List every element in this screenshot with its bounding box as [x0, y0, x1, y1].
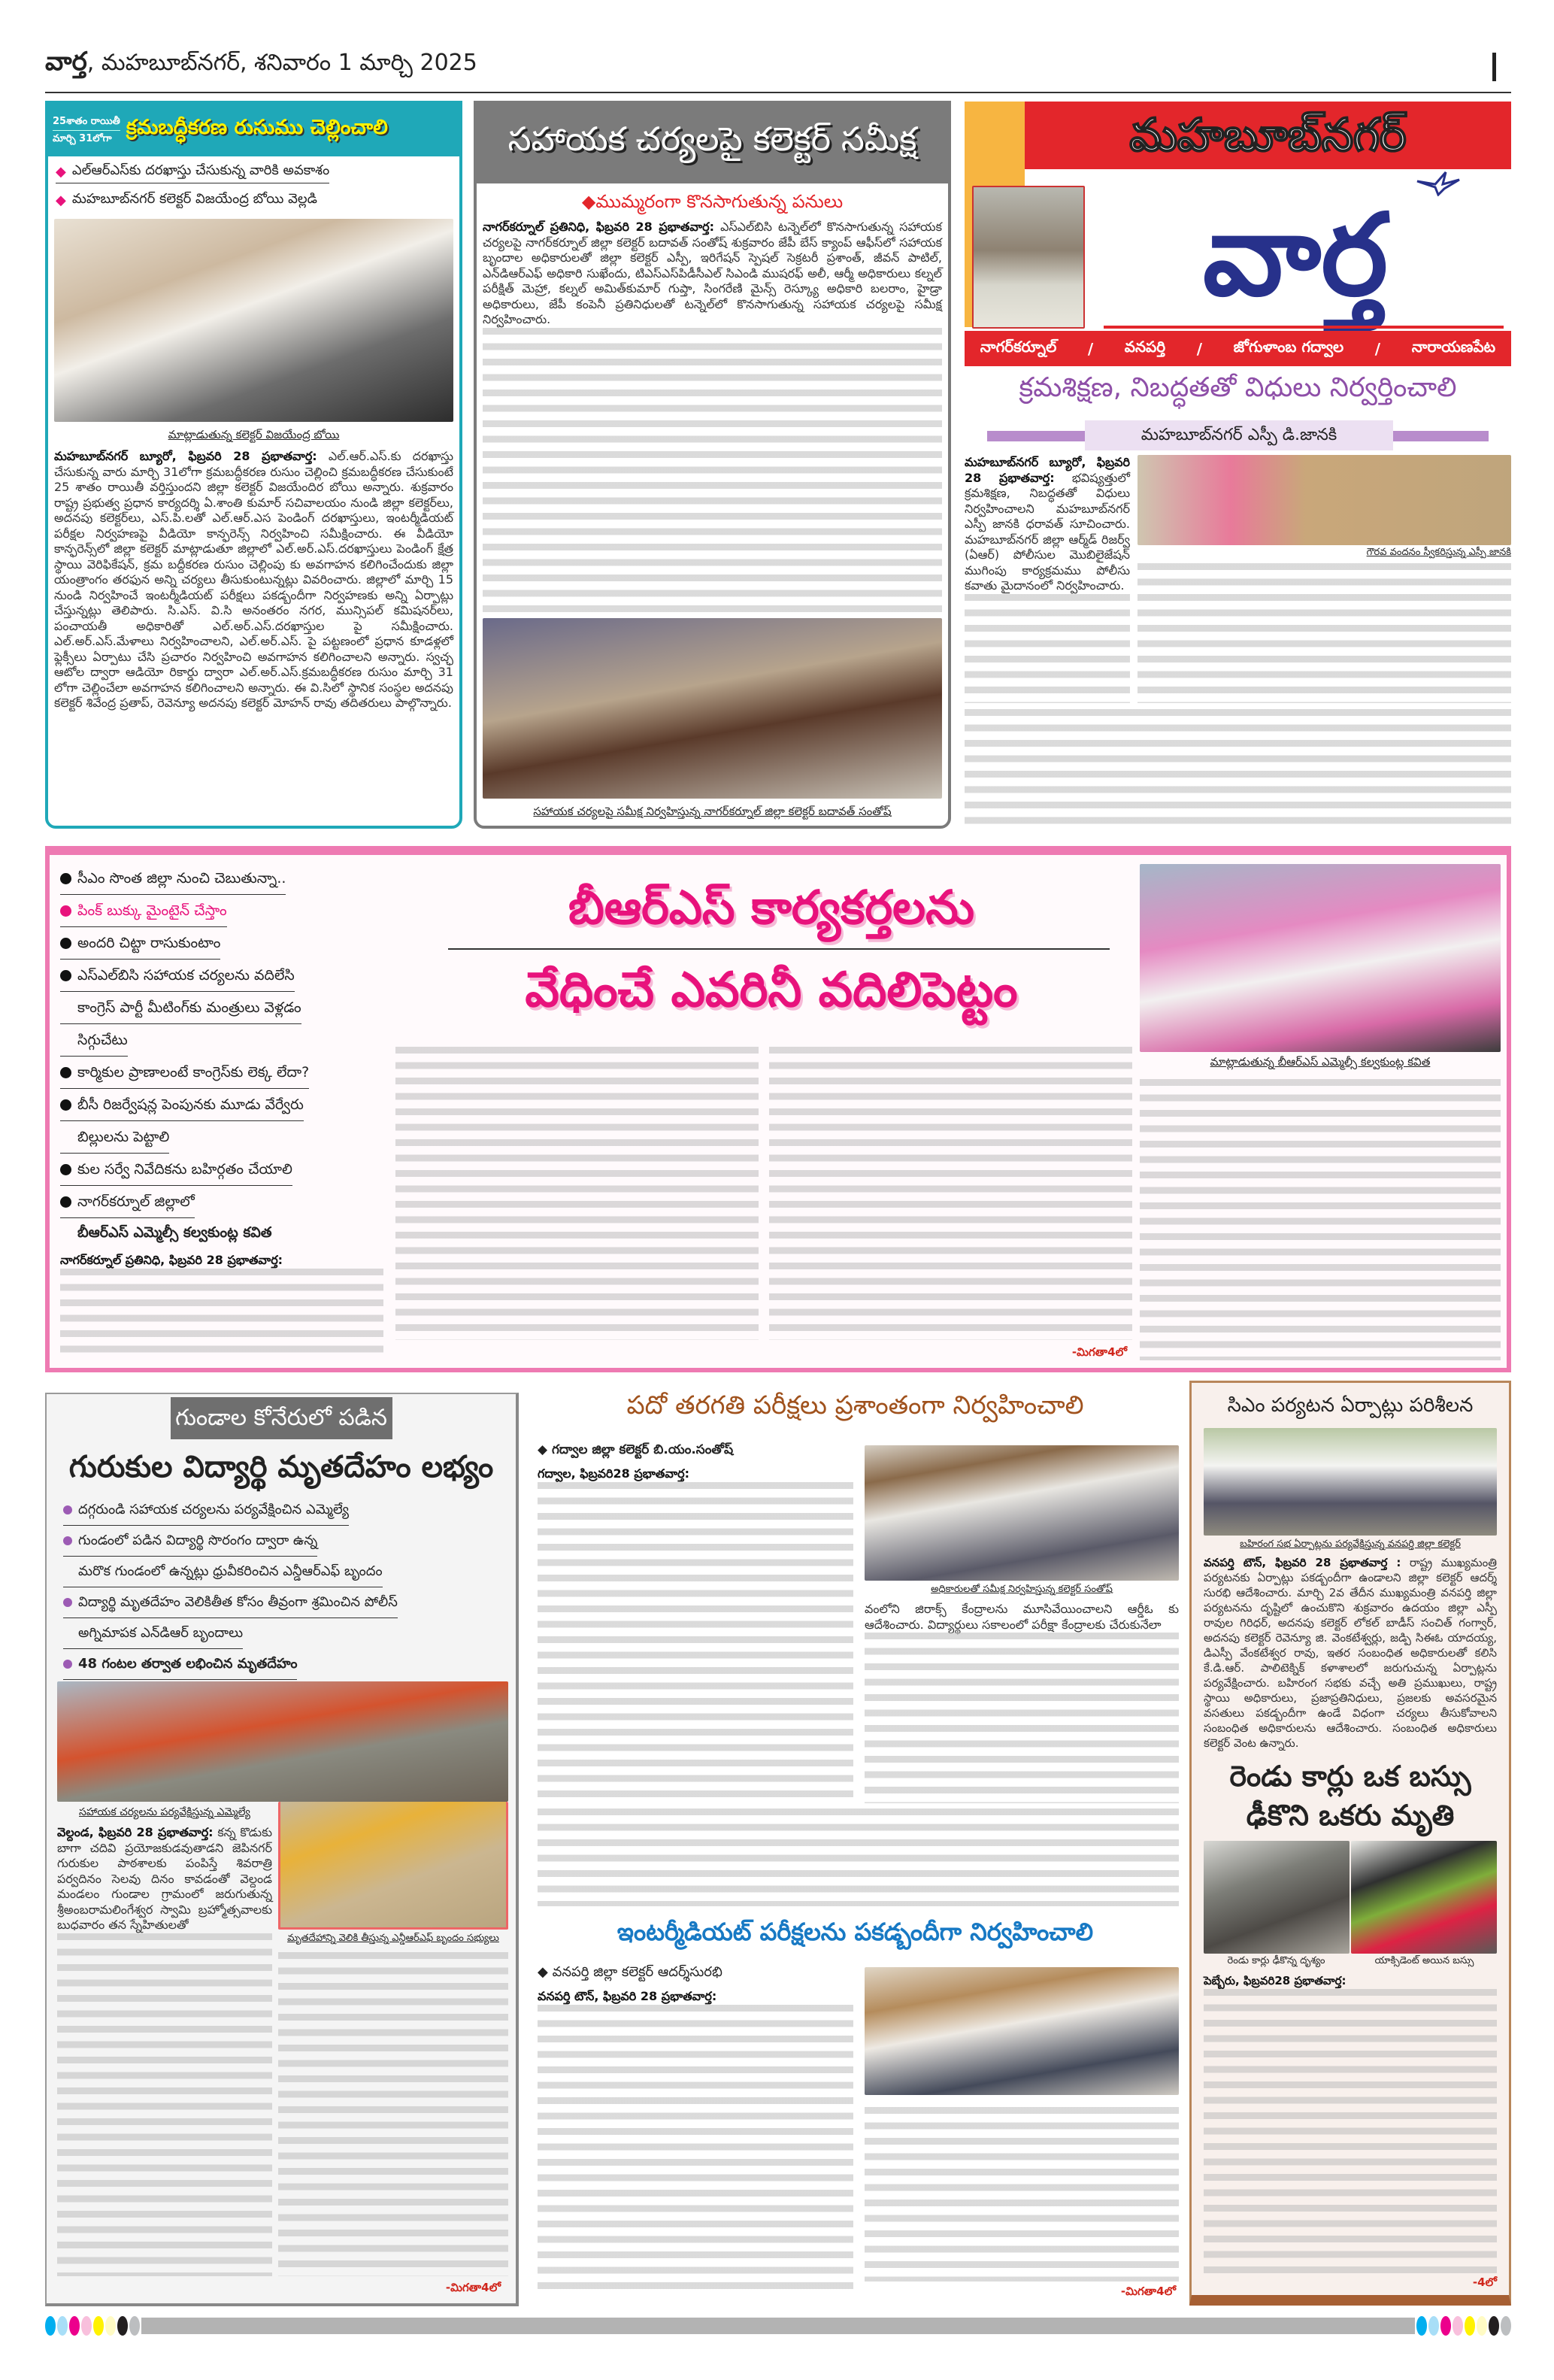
highlight-item: పింక్ బుక్కు మైంటైన్ చేస్తాం — [60, 895, 227, 927]
highlight-item: బీఆర్ఎస్ ఎమ్మెల్సీ కల్వకుంట్ల కవిత — [77, 1224, 272, 1241]
subheadline: ◆ వనపర్తి జిల్లా కలెక్టర్ ఆదర్శ్‌సురభి — [538, 1964, 722, 1980]
article-gurukula-student — [45, 1393, 519, 2306]
headline: సహాయక చర్యలపై కలెక్టర్ సమీక్ష — [477, 104, 948, 183]
continued-marker: -4లో — [1472, 2275, 1497, 2289]
article-body: మహబూబ్‌నగర్ బ్యూరో, ఫిబ్రవరి 28 ప్రభాతవార్త: ఎల్.ఆర్.ఎస్.కు దరఖాస్తు చేసుకున్న వారు మార్చి 31లోగా క్రమబద్ధీకరణ రుసుం చెల్లించి క్రమబద్ధీకరణ చేసుకుంటే 25 శాతం రాయితీ వర్తిస్తుందని జిల్లా కలెక్టర్ విజయేందిర బోయి అన్నారు. శుక్రవారం రాష్ట్ర ప్రభుత్వ ప్రధాన కార్యదర్శి ఏ.శాంతి కుమార్ సచివాలయం నుండి జిల్లా కలెక్టర్‌లు, అదనపు కలెక్టర్‌లు, ఎస్.పి.లతో ఎల్.ఆర్.ఎస పెండింగ్ దరఖాస్తులు, ఇంటర్మీడియట్ పరీక్షల నిర్వహణపై వీడియో కాన్ఫరెన్స్ నిర్వహించి సమీక్షించారు. ఈ వీడియో కాన్ఫరెన్స్‌లో జిల్లా కలెక్టర్ మాట్లాడుతూ జిల్లాలో ఎల్.అర్.ఎస్.దరఖాస్తులు పెండింగ్ క్షేత్ర స్థాయి వెరిఫికేషన్, క్రమ బద్దీకరణ రుసుం చెల్లింపు కు అవగాహన కలిగించేందుకు జిల్లా యంత్రాంగం తరఫున అన్ని చర్యలు తీసుకుంటున్నట్లు వివరించారు. జిల్లాలో మార్చి 15 నుండి నిర్వహించే ఇంటర్మీడియట్ పరీక్షలు పకడ్బందీగా నిర్వహణకు అన్ని ఏర్పాట్లు చేస్తున్నట్లు తెలిపారు. సి.ఎస్. వి.సి అనంతరం నగర, మున్సిపల్ కమిషనర్‌లు, పంచాయతీ అధికారితో ఎల్.అర్.ఎస్.దరఖాస్తుల పై సమీక్షించారు. ఎల్.అర్.ఎస్.మేళాలు నిర్వహించాలని, ఎల్.అర్.ఎస్. పై పట్టణంలో ప్రధాన కూడళ్లలో ఫ్లెక్సీలు ఏర్పాటు చేసి ప్రచారం నిర్వహించి అవగాహన కలిగించాలని అన్నారు. స్వచ్ఛ ఆటోల ద్వారా ఆడియో రికార్డు ద్వారా ఎల్.అర్.ఎస్.క్రమబద్ధీకరణ రుసుం మార్చి 31 లోగా చెల్లించేలా అవగాహన కలిగించాలని అన్నారు. ఈ వి.సిలో స్థానిక సంస్థల అదనపు కలెక్టర్ శివేంద్ర ప్రతాప్, రెవెన్యూ అదనపు కలెక్టర్ మోహన్ రావు తదితరులు పాల్గొన్నారు. — [54, 449, 453, 710]
highlight-item: సిగ్గుచేటు — [60, 1024, 128, 1057]
highlight-item: నాగర్‌కర్నూల్ జిల్లాలో — [60, 1186, 195, 1218]
article-inter-exams — [530, 1912, 1180, 2304]
page-marker — [1492, 53, 1496, 81]
district-strip: నాగర్‌కర్నూల్ / వనపర్తి / జోగుళాంబ గద్వాల / నారాయణపేట — [965, 331, 1511, 366]
photo-crashed-bus — [1351, 1841, 1497, 1954]
photo-kavitha-press — [1140, 864, 1501, 1052]
headline: క్రమబద్ధీకరణ రుసుము చెల్లించాలి — [126, 116, 388, 139]
subhead-bullet: ◆ మహబూబ్‌నగర్ కలెక్టర్ విజయేంద్ర బోయి వెల్లడి — [56, 191, 317, 208]
article-brs-kavitha — [45, 846, 1511, 1372]
article-body-continued — [57, 1933, 272, 2277]
subheadline: మహబూబ్‌నగర్ ఎస్పీ డి.జానకి — [1085, 420, 1393, 450]
photo-dam — [972, 186, 1085, 329]
logo: వార్త — [1202, 190, 1389, 321]
highlight-item: అందరి చిట్టా రాసుకుంటాం — [60, 927, 220, 960]
highlight-item: ఎస్ఎల్‌బిసి సహాయక చర్యలను వదిలేసి — [60, 960, 295, 992]
highlight-item: కుల సర్వే నివేదికను బహిర్గతం చేయాలి — [60, 1154, 292, 1186]
headline: సిఎం పర్యటన ఏర్పాట్లు పరిశీలన — [1227, 1394, 1474, 1417]
page-header — [45, 47, 1511, 93]
photo-caption: మాట్లాడుతున్న బీఆర్ఎస్ ఎమ్మెల్సీ కల్వకుంట్ల కవిత — [1210, 1055, 1431, 1069]
article-body-continued — [1140, 1079, 1501, 1360]
subhead-bullet: ◆ ఎల్ఆర్ఎస్‌కు దరఖాస్తు చేసుకున్న వారికి అవకాశం — [56, 161, 329, 183]
article-slbc — [474, 101, 951, 829]
highlights-list — [60, 863, 383, 1247]
article-body-columns — [395, 1047, 1132, 1340]
article-body: వనపర్తి టౌన్, ఫిబ్రవరి 28 ప్రభాతవార్త: — [538, 1989, 717, 2003]
photo-caption: గౌరవ వందనం స్వీకరిస్తున్న ఎస్పీ జానకి — [1366, 547, 1511, 558]
photo-caption: మృతదేహాన్ని వెలికి తీస్తున్న ఎన్డీఆర్ఎఫ్ బృందం సభ్యులు — [287, 1933, 499, 1944]
photo-collector-inspection — [1204, 1428, 1497, 1536]
edition-masthead — [965, 102, 1511, 365]
article-body: వనపర్తి టౌన్, ఫిబ్రవరి 28 ప్రభాతవార్త : రాష్ట్ర ముఖ్యమంత్రి పర్యటనకు ఏర్పాట్లు పకడ్బందీగా ఉండాలని జిల్లా కలెక్టర్ ఆదర్శ్ సురభి ఆదేశించారు. మార్చి 2వ తేదీన ముఖ్యమంత్రి వనపర్తి జిల్లా పర్యటనను దృష్టిలో ఉంచుకొని శుక్రవారం ఉదయం జిల్లా ఎస్పీ రావుల గిరిధర్, అదనపు కలెక్టర్ లోకల్ బాడీస్ సంచిత్ గంగ్వార్, అదనపు కలెక్టర్ రెవెన్యూ జి. వెంకటేశ్వర్లు, జడ్పి సిఈఓ యాదయ్య, డిఎస్పీ వేంకటేశ్వర రావు, ఇతర సంబంధిత అధికారులతో కలిసి కే.డి.ఆర్. పాలిటెక్నిక్ కళాశాలలో జరుగుచున్న ఏర్పాట్లను పర్యవేక్షించారు. బహిరంగ సభకు వచ్చే అతి ప్రముఖులు, రాష్ట్ర స్థాయి అధికారులు, ప్రజాప్రతినిధులు, ప్రజలకు అవసరమైన వసతులు పకడ్బందీగా ఉండే విధంగా చర్యలు తీసుకోవాలని సంబంధిత అధికారులను ఆదేశించారు. సంబంధిత అధికారులు కలెక్టర్ వెంట ఉన్నారు. — [1204, 1556, 1497, 1750]
photo-review-meeting — [483, 618, 942, 799]
paper-name: వార్త — [45, 47, 87, 77]
article-body-continued: వంలోని జిరాక్స్ కేంద్రాలను మూసివేయించాలని ఆర్డీఓ కు ఆదేశించారు. విద్యార్థులు సకాలంలో పరీక్షా కేంద్రాలకు చేరుకునేలా — [865, 1602, 1179, 1632]
continued-marker: -మిగతా4లో — [1071, 1345, 1127, 1359]
highlight-item: కార్మికుల ప్రాణాలంటే కాంగ్రెస్‌కు లెక్క లేదా? — [60, 1057, 309, 1089]
headline: గురుకుల విద్యార్థి మృతదేహం లభ్యం — [68, 1450, 494, 1484]
photo-video-conference — [865, 1967, 1179, 2095]
headline: రెండు కార్లు ఒక బస్సు ఢీకొని ఒకరు మృతి — [1229, 1760, 1471, 1832]
highlight-item: సీఎం సొంత జిల్లా నుంచి చెబుతున్నా.. — [60, 863, 286, 895]
article-body: నాగర్‌కర్నూల్ ప్రతినిధి, ఫిబ్రవరి 28 ప్రభాతవార్త: ఎస్ఎల్‌బిసి టన్నెల్‌లో కొనసాగుతున్న సహాయక చర్యలపై నాగర్‌కర్నూల్ జిల్లా కలెక్టర్ బదావత్ సంతోష్ శుక్రవారం జేపీ బేస్ క్యాంప్ ఆఫీస్‌లో సహాయక బృందాల అధికారులతో జిల్లా కలెక్టర్ ఎస్పీ, ఇరిగేషన్ స్పెషల్ సెక్రటరీ ప్రశాంత్, జీవన్ పాటిల్, ఎన్‌డిఆర్ఎఫ్ అధికారి సుఖేందు, టిఎస్ఎస్‌పిడీసీఎల్ సిఎండి ముషరఫ్ అలీ, ఆర్మీ అధికారులు కల్నల్ పరీక్షిత్ మెహ్రా, కల్నల్ అమిత్‌కుమార్ గుప్తా, సింగరేణి మైన్స్ రెస్క్యూ అధికారి బలరాం, హైడ్రా అధికారులు, జేపీ కంపెనీ ప్రతినిధులతో టన్నెల్‌లో కొనసాగుతున్న సహాయక చర్యలపై సమీక్ష నిర్వహించారు. — [483, 220, 942, 326]
subheadline: ◆ముమ్మరంగా కొనసాగుతున్న పనులు — [581, 191, 844, 212]
headline: పదో తరగతి పరీక్షలు ప్రశాంతంగా నిర్వహించాలి — [626, 1390, 1084, 1420]
article-header — [48, 104, 459, 156]
photo-crashed-cars — [1204, 1841, 1350, 1954]
right-column-box — [1189, 1381, 1511, 2306]
article-road-accident — [1192, 1757, 1509, 2295]
highlight-item: కాంగ్రెస్ పార్టీ మీటింగ్‌కు మంత్రులు వెళ్లడం — [60, 992, 301, 1024]
color-registration-bar — [45, 2316, 1511, 2336]
article-body-continued — [483, 328, 942, 613]
photo-collector-meeting — [54, 219, 453, 422]
subheadline: ◆ గద్వాల జిల్లా కలెక్టర్ బి.యం.సంతోష్ — [538, 1442, 734, 1457]
photo-ndrf-team — [278, 1802, 508, 1930]
photo-caption: సహాయక చర్యలపై సమీక్ష నిర్వహిస్తున్న నాగర్‌కర్నూల్ జిల్లా కలెక్టర్ బదావత్ సంతోష్ — [533, 805, 892, 818]
continued-marker: -మిగతా4లో — [1120, 2284, 1176, 2298]
continued-marker: -మిగతా4లో — [445, 2281, 501, 2294]
highlights-list: దగ్గరుండి సహాయక చర్యలను పర్యవేక్షించిన ఎమ్మెల్యే గుండంలో పడిన విద్యార్థి సొరంగం ద్వారా ఉన్న మరొక గుండంలో ఉన్నట్లు ధ్రువీకరించిన ఎన్డీఆర్ఎఫ్ బృందం విద్యార్థి మృతదేహం వెలికితీత కోసం తీవ్రంగా శ్రమించిన పోలీస్ అగ్నిమాపక ఎన్‌డిఆర్ బృందాలు 48 గంటల తర్వాత లభించిన మృతదేహం — [47, 1495, 516, 1668]
headline: ఇంటర్మీడియట్ పరీక్షలను పకడ్బందీగా నిర్వహించాలి — [616, 1918, 1094, 1946]
kicker: 25శాతం రాయితీ — [53, 114, 120, 131]
photo-police-parade — [1137, 455, 1511, 545]
article-lrs — [45, 101, 462, 829]
highlight-item: బిల్లులను పెట్టాలి — [60, 1121, 169, 1154]
headline: క్రమశిక్షణ, నిబద్ధతతో విధులు నిర్వర్తించాలి — [1019, 372, 1457, 403]
article-body: వెల్దండ, ఫిబ్రవరి 28 ప్రభాతవార్త: కన్న కొడుకు బాగా చదివి ప్రయోజకుడవుతాడని జెపినగర్ గురుకుల పాఠశాలకు పంపిస్తే శివరాత్రి పర్వదినం సెలవు దినం కావడంతో వెల్దండ మండలం గుండాల గ్రామంలో జరుగుతున్న శ్రీఅంబరామలింగేశ్వర స్వామి బ్రహ్మోత్సవాలకు బుధవారం తన స్నేహితులతో — [57, 1825, 272, 1932]
edition-date: , మహబూబ్‌నగర్, శనివారం 1 మార్చి 2025 — [86, 50, 477, 76]
photo-caption: సహాయక చర్యలను పర్యవేక్షిస్తున్న ఎమ్మెల్యే — [79, 1806, 250, 1818]
photo-caption: బహిరంగ సభ ఏర్పాట్లను పర్యవేక్షిస్తున్న వనపర్తి జిల్లా కలెక్టర్ — [1240, 1539, 1461, 1550]
article-body: గద్వాల, ఫిబ్రవరి28 ప్రభాతవార్త: — [538, 1466, 689, 1481]
article-body: పెబ్బేరు, ఫిబ్రవరి28 ప్రభాతవార్త: — [1204, 1974, 1346, 1987]
headline: బీఆర్ఎస్ కార్యకర్తలను వేధించే ఎవరినీ వదిలిపెట్టం — [403, 870, 1140, 1028]
edition-title: మహబూబ్‌నగర్ — [1025, 102, 1511, 169]
article-body: నాగర్‌కర్నూల్ ప్రతినిధి, ఫిబ్రవరి 28 ప్రభాతవార్త: — [60, 1253, 283, 1267]
photo-caption: రెండు కార్లు ఢీకొన్న దృశ్యం — [1227, 1955, 1325, 1966]
article-body-continued — [1204, 1989, 1497, 2275]
article-cm-visit — [1192, 1383, 1509, 1751]
highlight-item: బీసీ రిజర్వేషన్ల పెంపునకు మూడు వేర్వేరు — [60, 1089, 304, 1121]
article-ssc-exams — [530, 1384, 1180, 1910]
photo-caption: యాక్సిడెంట్ అయిన బస్సు — [1374, 1955, 1474, 1966]
photo-review-meeting — [865, 1445, 1179, 1581]
photo-rescue-operation — [57, 1681, 508, 1802]
article-body-continued — [965, 709, 1511, 827]
article-sp-janaki — [965, 372, 1511, 827]
photo-caption: అధికారులతో సమీక్ష నిర్వహిస్తున్న కలెక్టర్ సంతోష్ — [931, 1584, 1113, 1595]
article-body: మహబూబ్‌నగర్ బ్యూరో, ఫిబ్రవరి 28 ప్రభాతవార్త: భవిష్యత్తులో క్రమశిక్షణ, నిబద్ధతతో విధులు నిర్వహించాలని మహబూబ్‌నగర్ ఎస్పీ జానకి ధరావత్ సూచించారు. మహబూబ్‌నగర్ జిల్లా ఆర్మ్‌డ్ రిజర్వ్ (ఏఆర్) పోలీసుల మొబిలైజేషన్ ముగింపు కార్యక్రమము పోలీసు కవాతు మైదానంలో నిర్వహించారు. — [965, 455, 1130, 593]
kicker: మార్చి 31లోగా — [53, 132, 112, 144]
photo-caption: మాట్లాడుతున్న కలెక్టర్ విజయేంద్ర బోయి — [168, 428, 340, 441]
kicker: గుండాల కోనేరులో పడిన — [171, 1397, 392, 1439]
